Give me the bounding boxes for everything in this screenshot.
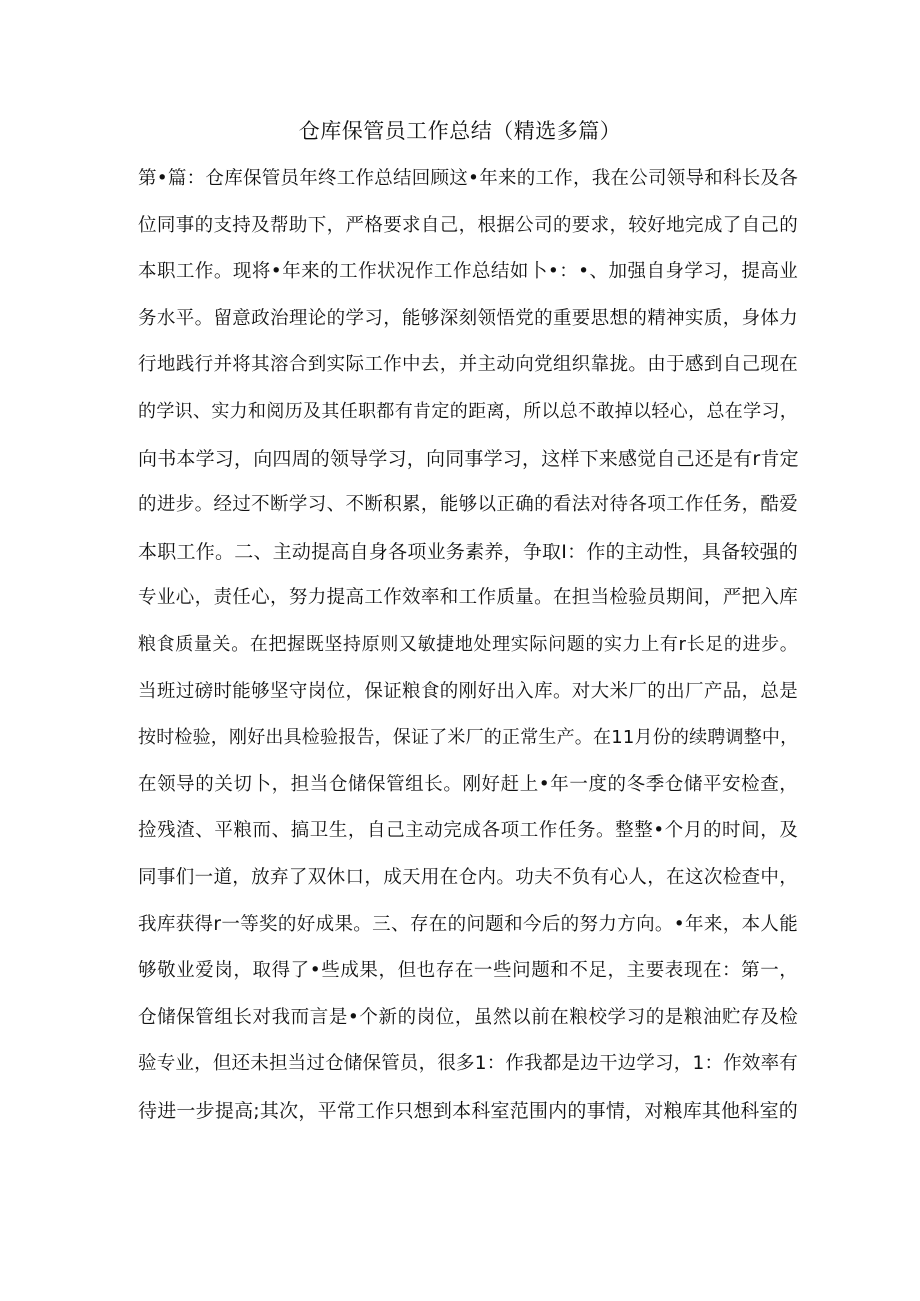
paragraph-line: 第•篇：仓库保管员年终工作总结回顾这•年来的工作，我在公司领导和科长及各 <box>138 168 798 189</box>
paragraph-line: 按时检验，刚好出具检验报告，保证了米厂的正常生产。在11月份的续聘调整中， <box>138 727 799 749</box>
paragraph-line: 务水平。留意政治理论的学习，能够深刻领悟党的重要思想的精神实质，身体力 <box>138 307 798 329</box>
paragraph-line: 我库获得r一等奖的好成果。三、存在的问题和今后的努力方向。•年来，本人能 <box>138 913 798 935</box>
paragraph-line: 捡残渣、平粮而、搞卫生，自己主动完成各项工作任务。整整•个月的时间，及 <box>138 820 798 842</box>
paragraph-line: 验专业，但还未担当过仓储保管员，很多1：作我都是边干边学习，1：作效率有 <box>138 1053 798 1075</box>
document-body <box>138 156 798 1134</box>
paragraph-line: 待进一步提高;其次，平常工作只想到本科室范围内的事情，对粮库其他科室的 <box>138 1099 798 1122</box>
paragraph-line: 向书本学习，向四周的领导学习，向同事学习，这样下来感觉自己还是有r肯定 <box>138 447 799 470</box>
paragraph-line: 够敬业爱岗，取得了•些成果，但也存在一些问题和不足，主要表现在：第一， <box>138 960 798 982</box>
paragraph-line: 同事们一道，放弃了双休口，成天用在仓内。功夫不负有心人，在这次检查中， <box>138 866 798 888</box>
paragraph-line: 本职工作。二、主动提高自身各项业务素养，争取I：作的主动性，具备较强的 <box>138 540 798 563</box>
paragraph-line: 行地践行并将其溶合到实际工作中去，并主动向党组织靠拢。由于感到自己现在 <box>138 354 798 376</box>
paragraph-line: 专业心，责任心，努力提高工作效率和工作质量。在担当检验员期间，严把入库 <box>138 587 798 609</box>
paragraph-line: 粮食质量关。在把握既坚持原则又敏捷地处理实际问题的实力上有r长足的进步。 <box>138 633 798 655</box>
paragraph-line: 本职工作。现将•年来的工作状况作工作总结如卜•：•、加强自身学习，提高业 <box>138 261 798 283</box>
paragraph-line: 当班过磅时能够坚守岗位，保证粮食的刚好出入库。对大米厂的出厂产品，总是 <box>138 680 798 702</box>
document-title: 仓库保管员工作总结（精选多篇） <box>298 119 622 143</box>
paragraph-line: 的学识、实力和阅历及其任职都有肯定的距离，所以总不敢掉以轻心，总在学习， <box>138 400 798 422</box>
paragraph-line: 位同事的支持及帮助下，严格要求自己，根据公司的要求，较好地完成了自己的 <box>138 214 798 236</box>
paragraph-line: 的进步。经过不断学习、不断积累，能够以正确的看法对待各项工作任务，酷爱 <box>138 494 798 516</box>
paragraph-line: 在领导的关切卜，担当仓储保管组长。刚好赶上•年一度的冬季仓储平安检查， <box>138 773 798 795</box>
paragraph-line: 仓储保管组长对我而言是•个新的岗位，虽然以前在粮校学习的是粮油贮存及检 <box>138 1006 798 1028</box>
